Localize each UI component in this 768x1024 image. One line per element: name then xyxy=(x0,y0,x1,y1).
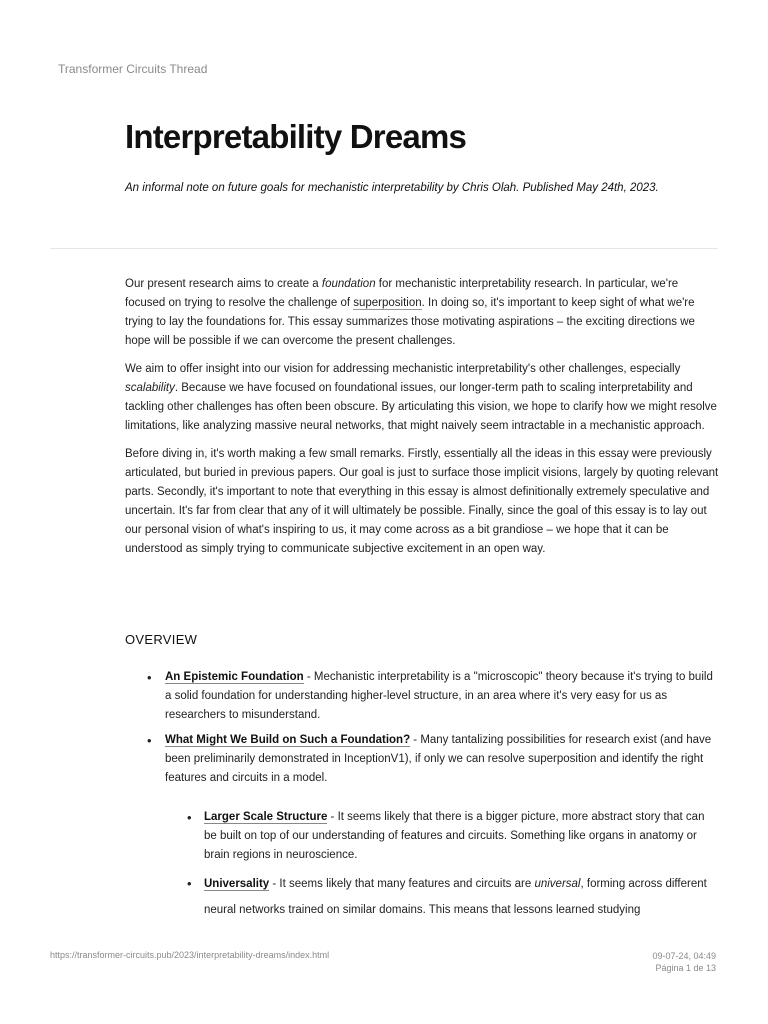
footer-datetime: 09-07-24, 04:49 xyxy=(652,951,716,961)
list-item xyxy=(145,668,720,725)
footer-url: https://transformer-circuits.pub/2023/interpretability-dreams/index.html xyxy=(50,950,330,960)
p1-emphasis: foundation xyxy=(321,278,376,290)
p2-text-a: We aim to offer insight into our vision for addressing mechanistic interpretability's other challenges, especially xyxy=(125,363,681,375)
page-subtitle: An informal note on future goals for mechanistic interpretability by Chris Olah. Published May 24th, 2023. xyxy=(125,182,659,194)
footer-meta xyxy=(652,950,716,974)
toc-item-text: , forming across different neural networks trained on similar domains. This means that lessons learned studying xyxy=(204,878,707,916)
toc-link-epistemic-foundation[interactable]: An Epistemic Foundation xyxy=(165,671,304,683)
toc-item-text: - It seems likely that many features and circuits are xyxy=(269,878,535,890)
article-body xyxy=(125,275,720,568)
footer-page-number: Página 1 de 13 xyxy=(655,963,716,973)
p2-emphasis: scalability xyxy=(125,382,175,394)
intro-paragraph-2 xyxy=(125,360,720,436)
universal-emphasis: universal xyxy=(534,878,581,890)
toc-item-text: - Many tantalizing possibilities for research exist (and have been preliminarily demonstrated in InceptionV1), if only we can resolve superposition and identify the right features and circuits in a model. xyxy=(165,734,712,784)
toc-link-universality[interactable]: Universality xyxy=(204,878,270,890)
overview-sublist xyxy=(165,808,720,923)
overview-list xyxy=(145,668,720,929)
thread-link[interactable]: Transformer Circuits Thread xyxy=(58,62,208,76)
p1-text-c: . In doing so, it's important to keep sight of what we're trying to lay the foundations for. This essay summarizes those motivating aspirations – the exciting directions we hope will be possible if we can overcome the present challenges. xyxy=(125,297,695,347)
toc-item-text: - Mechanistic interpretability is a "microscopic" theory because it's trying to build a solid foundation for understanding higher-level structure, in an area where it's very easy for us as researchers to misunderstand. xyxy=(165,671,713,721)
intro-paragraph-3: Before diving in, it's worth making a few small remarks. Firstly, essentially all the ideas in this essay were previously articulated, but buried in previous papers. Our goal is just to surface those implicit visions, largely by quoting relevant parts. Secondly, it's important to note that everything in this essay is almost definitionally extremely speculative and uncertain. It's far from clear that any of it will ultimately be possible. Finally, since the goal of this essay is to lay out our personal vision of what's inspiring to us, it may come across as a bit grandiose – we hope that it can be understood as simply trying to communicate subjective excitement in an open way. xyxy=(125,448,719,555)
toc-item-text: - It seems likely that there is a bigger picture, more abstract story that can be built on top of our understanding of features and circuits. Something like organs in anatomy or brain regions in neuroscience. xyxy=(204,811,705,861)
overview-heading: OVERVIEW xyxy=(125,632,198,647)
toc-link-build-on-foundation[interactable]: What Might We Build on Such a Foundation? xyxy=(165,734,411,746)
list-item xyxy=(185,808,720,865)
page-title: Interpretability Dreams xyxy=(125,118,467,155)
p2-text-b: . Because we have focused on foundational issues, our longer-term path to scaling interpretability and tackling other challenges has often been obscure. By articulating this vision, we hope to clarify how we might resolve limitations, like analyzing massive neural networks, that might naively seem intractable in a mechanistic approach. xyxy=(125,382,717,432)
list-item xyxy=(145,731,720,923)
toc-link-larger-scale-structure[interactable]: Larger Scale Structure xyxy=(204,811,328,823)
p1-text-a: Our present research aims to create a xyxy=(125,278,322,290)
superposition-link[interactable]: superposition xyxy=(353,297,422,309)
header-divider xyxy=(50,248,718,249)
list-item xyxy=(185,871,720,923)
intro-paragraph-1 xyxy=(125,275,720,351)
p1-text-b: for mechanistic interpretability research. In particular, we're focused on trying to resolve the challenge of xyxy=(125,278,679,309)
